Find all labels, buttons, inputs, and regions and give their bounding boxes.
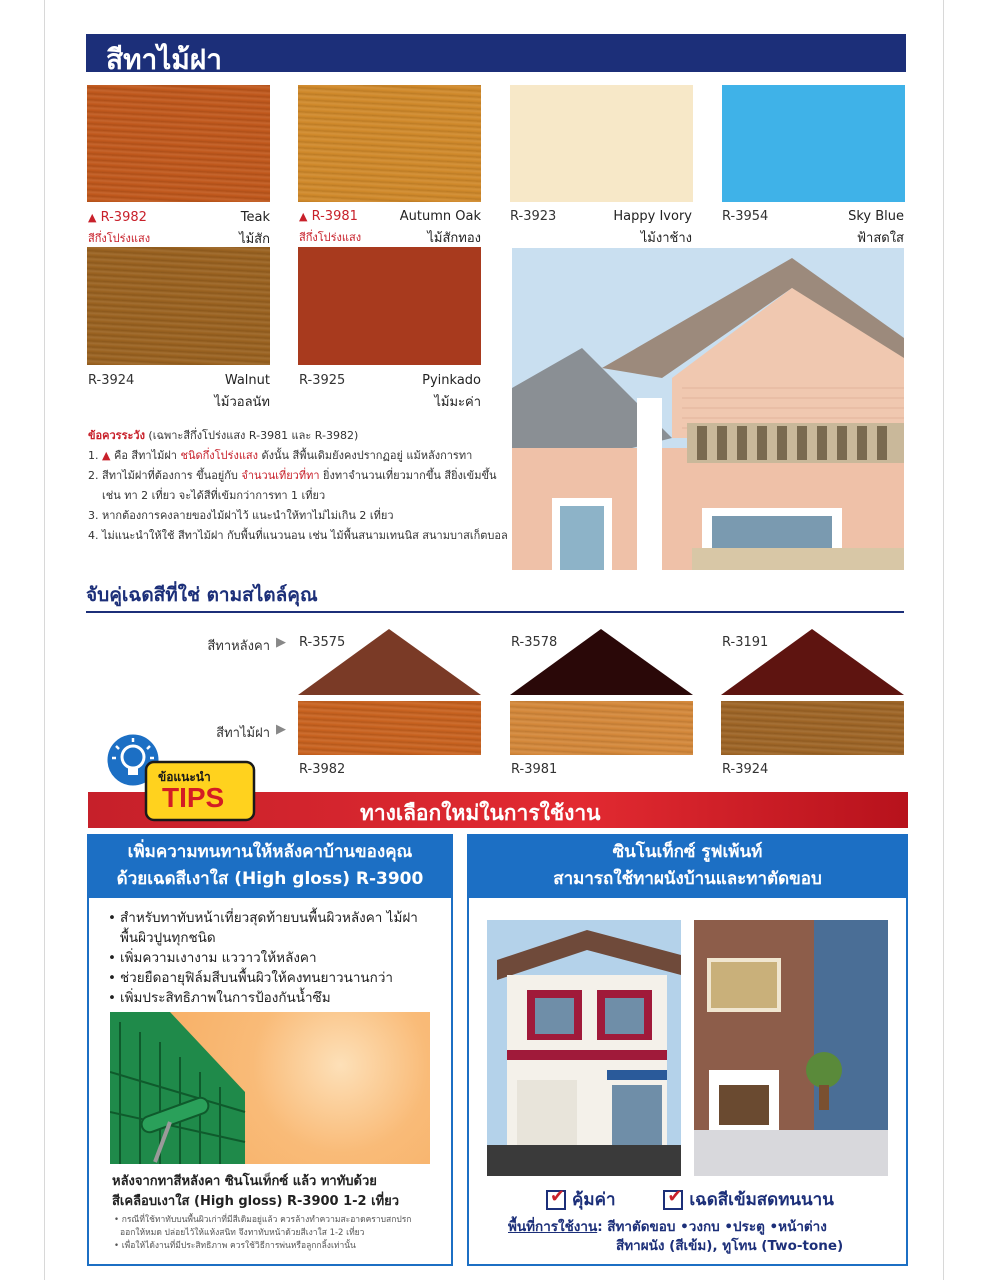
- swatch-name-th-happy-ivory: ไม้งาช้าง: [640, 231, 692, 246]
- swatch-teak: [87, 85, 270, 202]
- wood-swatch-3: [721, 701, 904, 755]
- swatch-sub-teak: สีกึ่งโปร่งแสง: [88, 232, 151, 245]
- caution-line-1: 1. ▲ คือ สีทาไม้ฝา ชนิดกึ่งโปร่งแสง ดังนั้น สีพื้นเดิมยังคงปรากฏอยู่ แม้หลังการทา: [88, 449, 473, 462]
- swatch-name-en-happy-ivory: Happy Ivory: [613, 209, 692, 224]
- list-item: • เพิ่มความเงางาม แววาวให้หลังคา: [108, 948, 448, 968]
- page-title: สีทาไม้ฝา: [106, 43, 222, 76]
- swatch-code-walnut: R-3924: [88, 373, 135, 388]
- checkbox-icon: [546, 1190, 566, 1210]
- roof-swatch-1: [298, 629, 481, 695]
- gloss-roof-illustration: [110, 1012, 430, 1164]
- caution-line-2b: เช่น ทา 2 เที่ยว จะได้สีที่เข้มกว่าการทา 1 เที่ยว: [102, 489, 326, 502]
- usage-line-2: สีทาผนัง (สีเข้ม), ทูโทน (Two-tone): [616, 1238, 844, 1254]
- swatch-pyinkado: [298, 247, 481, 365]
- list-item: • ช่วยยืดอายุฟิล์มสีบนพื้นผิวให้คงทนยาวนานกว่า: [108, 968, 448, 988]
- wood-swatch-2: [510, 701, 693, 755]
- right-panel-head-line-2: สามารถใช้ทาผนังบ้านและทาตัดขอบ: [553, 869, 822, 889]
- swatch-autumn-oak: [298, 85, 481, 202]
- swatch-name-en-autumn-oak: Autumn Oak: [399, 209, 481, 224]
- swatch-name-th-teak: ไม้สัก: [239, 232, 270, 247]
- tips-badge: [100, 730, 260, 830]
- swatch-name-en-teak: Teak: [240, 210, 270, 225]
- usage-line-1: : สีทาตัดขอบ •วงกบ •ประตู •หน้าต่าง: [597, 1219, 827, 1235]
- swatch-code-sky-blue: R-3954: [722, 209, 769, 224]
- arrow-right-icon: ▶: [276, 635, 286, 650]
- tips-banner-text: ทางเลือกใหม่ในการใช้งาน: [360, 801, 601, 825]
- caution-line-3: 3. หากต้องการคงลายของไม้ฝาไว้ แนะนำให้ทาไม่ไม่เกิน 2 เที่ยว: [88, 509, 394, 522]
- wood-code-1: R-3982: [299, 762, 346, 777]
- semi-transparent-mark-icon: ▲: [299, 210, 308, 223]
- list-item: • สำหรับทาทับหน้าเที่ยวสุดท้ายบนพื้นผิวหลังคา ไม้ฝา พื้นผิวปูนทุกชนิด: [108, 908, 448, 948]
- roof-code-3: R-3191: [722, 635, 769, 650]
- caution-line-2: 2. สีทาไม้ฝาที่ต้องการ ขึ้นอยู่กับ จำนวนเที่ยวที่ทา ยิ่งทาจำนวนเที่ยวมากขึ้น สียิ่งเข้มขึ้น: [88, 469, 497, 482]
- after-instruction: หลังจากทาสีหลังคา ซินโนเท็กซ์ แล้ว ทาทับด้วย สีเคลือบเงาใส (High gloss) R-3900 1-2 เที่ยว: [112, 1174, 400, 1209]
- swatch-code-teak: ▲ R-3982: [88, 210, 147, 225]
- house-photo: [512, 248, 904, 570]
- right-panel-header: [467, 834, 908, 898]
- interior-illustration: [694, 920, 888, 1176]
- roof-code-1: R-3575: [299, 635, 346, 650]
- swatch-code-pyinkado: R-3925: [299, 373, 346, 388]
- right-panel-head-line-1: ซินโนเท็กซ์ รูฟเพ้นท์: [612, 842, 763, 862]
- swatch-name-th-autumn-oak: ไม้สักทอง: [427, 231, 481, 246]
- feature-value: คุ้มค่า: [572, 1190, 616, 1210]
- swatch-name-th-sky-blue: ฟ้าสดใส: [856, 231, 904, 246]
- wood-code-3: R-3924: [722, 762, 769, 777]
- swatch-name-th-pyinkado: ไม้มะค่า: [434, 395, 481, 410]
- wood-code-2: R-3981: [511, 762, 558, 777]
- list-item: • เพิ่มประสิทธิภาพในการป้องกันน้ำซึม: [108, 988, 448, 1008]
- swatch-code-happy-ivory: R-3923: [510, 209, 557, 224]
- swatch-name-en-walnut: Walnut: [224, 373, 270, 388]
- tips-badge-small: ข้อแนะนำ: [158, 770, 211, 784]
- wood-paint-label: สีทาไม้ฝา: [216, 726, 270, 741]
- arrow-right-icon: ▶: [276, 722, 286, 737]
- caution-heading: ข้อควรระวัง (เฉพาะสีกึ่งโปร่งแสง R-3981 และ R-3982): [88, 429, 359, 442]
- roof-swatch-2: [510, 629, 693, 695]
- benefit-list: [108, 908, 448, 1008]
- swatch-name-en-sky-blue: Sky Blue: [848, 209, 904, 224]
- swatch-name-th-walnut: ไม้วอลนัท: [214, 395, 270, 410]
- left-panel-head-line-2: ด้วยเฉดสีเงาใส (High gloss) R-3900: [116, 869, 424, 889]
- house-exterior-illustration: [487, 920, 681, 1176]
- tips-badge-big: TIPS: [162, 782, 225, 813]
- left-panel-header: [87, 834, 453, 898]
- usage-label: พื้นที่การใช้งาน: [508, 1219, 598, 1235]
- swatch-code-autumn-oak: ▲ R-3981: [299, 209, 358, 224]
- swatch-happy-ivory: [510, 85, 693, 202]
- swatch-walnut: [87, 247, 270, 365]
- swatch-sub-autumn-oak: สีกึ่งโปร่งแสง: [299, 231, 362, 244]
- roof-code-2: R-3578: [511, 635, 558, 650]
- roof-roller-illustration: [110, 1012, 430, 1164]
- house-illustration: [512, 248, 904, 570]
- swatch-name-en-pyinkado: Pyinkado: [422, 373, 481, 388]
- wood-swatch-1: [298, 701, 481, 755]
- usage-areas: [508, 1218, 843, 1256]
- caution-notes: [88, 426, 508, 546]
- interior-photo: [694, 920, 888, 1176]
- roof-paint-label: สีทาหลังคา: [207, 639, 270, 654]
- feature-checks: [546, 1186, 834, 1213]
- left-panel-head-line-1: เพิ่มความทนทานให้หลังคาบ้านของคุณ: [127, 842, 413, 862]
- semi-transparent-mark-icon: ▲: [88, 211, 97, 224]
- fine-print: • กรณีที่ใช้ทาทับบนพื้นผิวเก่าที่มีสีเดิมอยู่แล้ว ควรล้างทำความสะอาดคราบสกปรก ออกให้หมด ปล่อยไว้ให้แห้งสนิท จึงทาทับหน้าด้วยสีเงาใส 1-2 เที่ยว • เพื่อให้ได้งานที่มีประสิทธิภาพ ควรใช้วิธีการพ่นหรือลูกกลิ้งเท่านั้น: [114, 1215, 412, 1251]
- match-section-divider: [86, 611, 904, 613]
- roof-swatch-3: [721, 629, 904, 695]
- swatch-sky-blue: [722, 85, 905, 202]
- house-exterior-photo: [487, 920, 681, 1176]
- feature-color: เฉดสีเข้มสดทนนาน: [689, 1190, 834, 1210]
- match-section-title: จับคู่เฉดสีที่ใช่ ตามสไตล์คุณ: [86, 584, 318, 606]
- caution-line-4: 4. ไม่แนะนำให้ใช้ สีทาไม้ฝา กับพื้นที่แนวนอน เช่น ไม้พื้นสนามเทนนิส สนามบาสเก็ตบอล: [88, 529, 508, 542]
- checkbox-icon: [663, 1190, 683, 1210]
